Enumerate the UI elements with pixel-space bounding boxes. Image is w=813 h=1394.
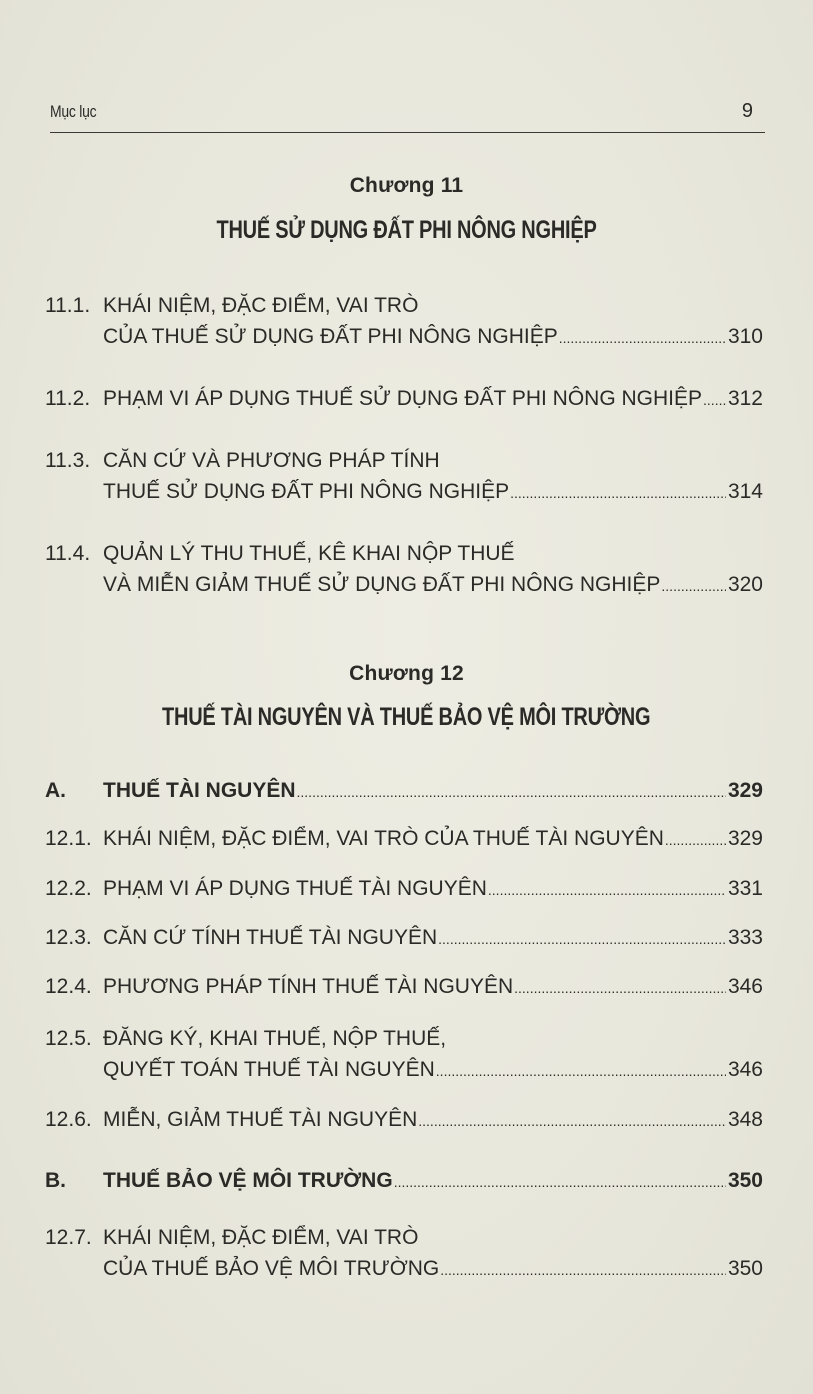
- toc-entry-title-line: [103, 321, 763, 354]
- toc-entry-page: 350: [727, 1257, 763, 1280]
- toc-entry-title-text: MIỄN, GIẢM THUẾ TÀI NGUYÊN: [103, 1108, 418, 1131]
- leader-dots: [514, 973, 726, 1004]
- toc-entry-number: 11.4.: [45, 542, 91, 565]
- leader-dots: [438, 924, 726, 955]
- toc-entry[interactable]: [45, 873, 763, 906]
- toc-entry-title-text: THUẾ SỬ DỤNG ĐẤT PHI NÔNG NGHIỆP: [103, 480, 510, 503]
- toc-entry-title-text: PHẠM VI ÁP DỤNG THUẾ TÀI NGUYÊN: [103, 877, 487, 900]
- toc-entry[interactable]: [45, 1104, 763, 1137]
- toc-entry-title-line: ĐĂNG KÝ, KHAI THUẾ, NỘP THUẾ,: [103, 1027, 447, 1050]
- toc-entry-page: 350: [727, 1169, 763, 1192]
- toc-entry-title-text: THUẾ TÀI NGUYÊN: [103, 779, 296, 802]
- toc-entry[interactable]: [45, 971, 763, 1004]
- toc-entry-number: 12.2.: [45, 877, 92, 900]
- toc-entry-title-line: [103, 775, 763, 808]
- toc-entry-page: 329: [727, 779, 763, 802]
- toc-entry-title-text: KHÁI NIỆM, ĐẶC ĐIỂM, VAI TRÒ CỦA THUẾ TÀI NGUYÊN: [103, 827, 664, 850]
- toc-entry-number: B.: [45, 1169, 66, 1192]
- chapter-title-text: THUẾ SỬ DỤNG ĐẤT PHI NÔNG NGHIỆP: [216, 216, 597, 244]
- toc-entry-page: 314: [727, 480, 763, 503]
- toc-entry-title-text: CỦA THUẾ SỬ DỤNG ĐẤT PHI NÔNG NGHIỆP: [103, 325, 558, 348]
- leader-dots: [559, 323, 726, 354]
- toc-entry-number: 12.5.: [45, 1027, 92, 1050]
- running-header-section: Mục lục: [50, 102, 97, 121]
- toc-entry-number: 11.2.: [45, 387, 91, 410]
- toc-entry[interactable]: [45, 823, 763, 856]
- toc-entry-title-line: [103, 1165, 763, 1198]
- toc-entry-title-line: [103, 476, 763, 509]
- toc-entry[interactable]: [45, 383, 763, 416]
- toc-entry-title-line: KHÁI NIỆM, ĐẶC ĐIỂM, VAI TRÒ: [103, 1226, 419, 1249]
- running-header: [50, 100, 765, 133]
- toc-entry-title-line: [103, 873, 763, 906]
- toc-entry[interactable]: [45, 538, 763, 602]
- toc-entry-title-line: [103, 1253, 763, 1286]
- toc-entry-title-text: QUYẾT TOÁN THUẾ TÀI NGUYÊN: [103, 1058, 435, 1081]
- leader-dots: [488, 875, 726, 906]
- toc-entry-title-line: [103, 1104, 763, 1137]
- chapter-title: [0, 703, 813, 732]
- leader-dots: [436, 1056, 726, 1087]
- leader-dots: [418, 1106, 726, 1137]
- toc-entry-title-line: KHÁI NIỆM, ĐẶC ĐIỂM, VAI TRÒ: [103, 294, 419, 317]
- toc-entry-page: 312: [727, 387, 763, 410]
- toc-entry-page: 320: [727, 573, 763, 596]
- toc-entry-title-line: CĂN CỨ VÀ PHƯƠNG PHÁP TÍNH: [103, 449, 440, 472]
- toc-entry-page: 310: [727, 325, 763, 348]
- toc-entry[interactable]: [45, 1023, 763, 1087]
- toc-entry[interactable]: [45, 290, 763, 354]
- toc-entry-title-line: [103, 383, 763, 416]
- chapter-title-text: THUẾ TÀI NGUYÊN VÀ THUẾ BẢO VỆ MÔI TRƯỜNG: [162, 703, 651, 731]
- toc-entry-number: 12.1.: [45, 827, 92, 850]
- toc-entry-title-line: [103, 1054, 763, 1087]
- toc-entry-number: 12.6.: [45, 1108, 92, 1131]
- toc-entry-number: 11.1.: [45, 294, 91, 317]
- toc-entry[interactable]: [45, 1222, 763, 1286]
- toc-part-entry[interactable]: [45, 775, 763, 808]
- toc-entry-number: 11.3.: [45, 449, 91, 472]
- page-number: 9: [741, 100, 753, 122]
- toc-entry-number: A.: [45, 779, 66, 802]
- toc-entry[interactable]: [45, 445, 763, 509]
- toc-entry-title-line: [103, 823, 763, 856]
- leader-dots: [510, 478, 726, 509]
- toc-entry-title-line: [103, 569, 763, 602]
- toc-entry-number: 12.7.: [45, 1226, 92, 1249]
- toc-entry-page: 346: [727, 1058, 763, 1081]
- chapter-number: Chương 11: [349, 174, 464, 197]
- toc-entry-title-line: [103, 922, 763, 955]
- toc-entry-number: 12.4.: [45, 975, 92, 998]
- toc-entry-page: 331: [727, 877, 763, 900]
- toc-entry[interactable]: [45, 922, 763, 955]
- chapter-title: [0, 216, 813, 245]
- toc-entry-title-line: [103, 971, 763, 1004]
- toc-entry-title-text: VÀ MIỄN GIẢM THUẾ SỬ DỤNG ĐẤT PHI NÔNG NGHIỆP: [103, 573, 661, 596]
- toc-entry-number: 12.3.: [45, 926, 92, 949]
- toc-entry-title-text: CỦA THUẾ BẢO VỆ MÔI TRƯỜNG: [103, 1257, 440, 1280]
- toc-entry-title-text: CĂN CỨ TÍNH THUẾ TÀI NGUYÊN: [103, 926, 438, 949]
- toc-entry-page: 333: [727, 926, 763, 949]
- leader-dots: [297, 777, 726, 808]
- leader-dots: [661, 571, 726, 602]
- toc-entry-title-text: THUẾ BẢO VỆ MÔI TRƯỜNG: [103, 1169, 393, 1192]
- toc-entry-page: 329: [727, 827, 763, 850]
- leader-dots: [440, 1255, 726, 1286]
- toc-part-entry[interactable]: [45, 1165, 763, 1198]
- toc-entry-title-line: QUẢN LÝ THU THUẾ, KÊ KHAI NỘP THUẾ: [103, 542, 515, 565]
- toc-entry-page: 348: [727, 1108, 763, 1131]
- toc-entry-title-text: PHẠM VI ÁP DỤNG THUẾ SỬ DỤNG ĐẤT PHI NÔNG NGHIỆP: [103, 387, 703, 410]
- toc-entry-page: 346: [727, 975, 763, 998]
- leader-dots: [665, 825, 726, 856]
- chapter-number: Chương 12: [349, 662, 464, 685]
- leader-dots: [703, 385, 726, 416]
- toc-entry-title-text: PHƯƠNG PHÁP TÍNH THUẾ TÀI NGUYÊN: [103, 975, 514, 998]
- leader-dots: [394, 1167, 726, 1198]
